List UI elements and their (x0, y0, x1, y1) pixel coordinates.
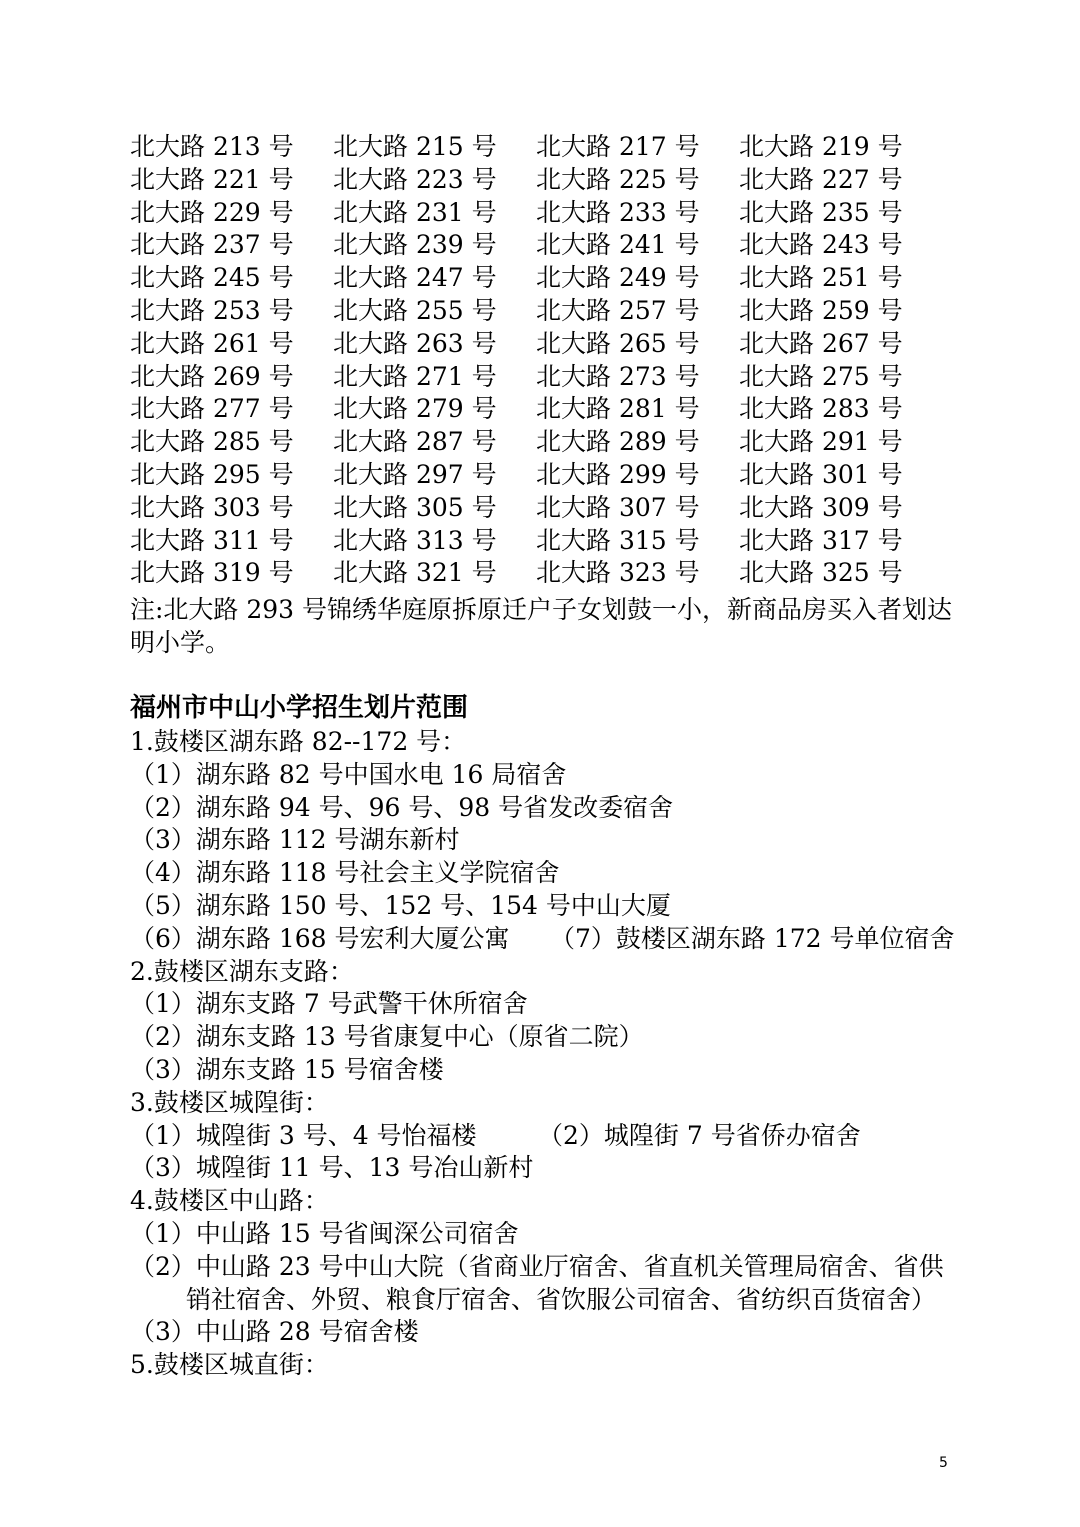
address-cell: 北大路 299 号 (536, 459, 700, 489)
address-cell: 北大路 273 号 (536, 361, 700, 391)
address-cell: 北大路 307 号 (536, 492, 700, 522)
address-cell: 北大路 321 号 (333, 558, 497, 588)
address-cell: 北大路 255 号 (333, 295, 497, 325)
note-line: 明小学。 (130, 627, 231, 657)
address-cell: 北大路 279 号 (333, 394, 497, 424)
list-item: （1）湖东支路 7 号武警干休所宿舍 (130, 989, 528, 1019)
address-cell: 北大路 283 号 (739, 394, 903, 424)
address-cell: 北大路 259 号 (739, 295, 903, 325)
list-item: （1）城隍街 3 号、4 号怡福楼 (130, 1120, 477, 1150)
group-heading: 1.鼓楼区湖东路 82--172 号： (130, 727, 467, 756)
address-cell: 北大路 297 号 (333, 459, 497, 489)
address-cell: 北大路 295 号 (130, 459, 294, 489)
address-cell: 北大路 219 号 (739, 132, 903, 161)
address-cell: 北大路 249 号 (536, 263, 700, 293)
note (130, 594, 960, 660)
address-cell: 北大路 281 号 (536, 394, 700, 424)
address-cell: 北大路 237 号 (130, 230, 294, 260)
list-item: （3）湖东路 112 号湖东新村 (130, 825, 460, 855)
list-item: （4）湖东路 118 号社会主义学院宿舍 (130, 858, 560, 888)
address-cell: 北大路 309 号 (739, 492, 903, 522)
group-heading: 3.鼓楼区城隍街： (130, 1087, 329, 1117)
group-heading: 4.鼓楼区中山路： (130, 1186, 329, 1216)
address-cell: 北大路 221 号 (130, 164, 294, 194)
address-cell: 北大路 305 号 (333, 492, 497, 522)
address-cell: 北大路 301 号 (739, 459, 903, 489)
address-cell: 北大路 289 号 (536, 427, 700, 457)
address-cell: 北大路 303 号 (130, 492, 294, 522)
address-cell: 北大路 253 号 (130, 295, 294, 325)
list-item: （2）湖东支路 13 号省康复中心（原省二院） (130, 1022, 644, 1052)
list-item: （1）湖东路 82 号中国水电 16 局宿舍 (130, 759, 567, 789)
address-cell: 北大路 263 号 (333, 328, 497, 358)
group-heading: 5.鼓楼区城直街： (130, 1350, 329, 1380)
address-cell: 北大路 241 号 (536, 230, 700, 260)
list-item: （1）中山路 15 号省闽深公司宿舍 (130, 1218, 519, 1248)
group-heading: 2.鼓楼区湖东支路： (130, 956, 354, 986)
address-cell: 北大路 225 号 (536, 164, 700, 194)
list-item: （6）湖东路 168 号宏利大厦公寓 (130, 923, 510, 953)
list-item: （3）湖东支路 15 号宿舍楼 (130, 1054, 444, 1084)
address-cell: 北大路 277 号 (130, 394, 294, 424)
address-cell: 北大路 325 号 (739, 558, 903, 588)
address-cell: 北大路 213 号 (130, 132, 294, 161)
address-cell: 北大路 275 号 (739, 361, 903, 391)
address-cell: 北大路 315 号 (536, 525, 700, 555)
address-cell: 北大路 287 号 (333, 427, 497, 457)
address-cell: 北大路 323 号 (536, 558, 700, 588)
list-item: （2）中山路 23 号中山大院（省商业厅宿舍、省直机关管理局宿舍、省供 (130, 1251, 944, 1281)
list-item: （3）城隍街 11 号、13 号冶山新村 (130, 1153, 534, 1183)
list-item: （2）城隍街 7 号省侨办宿舍 (538, 1120, 861, 1150)
enrollment-section (130, 690, 960, 1382)
address-cell: 北大路 233 号 (536, 197, 700, 227)
page-number: 5 (939, 1455, 948, 1471)
list-item-continuation: 销社宿舍、外贸、粮食厅宿舍、省饮服公司宿舍、省纺织百货宿舍） (186, 1284, 937, 1314)
address-cell: 北大路 245 号 (130, 263, 294, 293)
address-cell: 北大路 215 号 (333, 132, 497, 161)
address-cell: 北大路 217 号 (536, 132, 700, 161)
address-cell: 北大路 311 号 (130, 525, 294, 555)
address-cell: 北大路 317 号 (739, 525, 903, 555)
address-cell: 北大路 285 号 (130, 427, 294, 457)
address-cell: 北大路 239 号 (333, 230, 497, 260)
address-cell: 北大路 247 号 (333, 263, 497, 293)
list-item-pair (130, 923, 960, 956)
address-cell: 北大路 319 号 (130, 558, 294, 588)
address-cell: 北大路 269 号 (130, 361, 294, 391)
address-cell: 北大路 223 号 (333, 164, 497, 194)
list-item: （2）湖东路 94 号、96 号、98 号省发改委宿舍 (130, 792, 674, 822)
address-cell: 北大路 271 号 (333, 361, 497, 391)
list-item-pair (130, 1120, 960, 1153)
address-cell: 北大路 227 号 (739, 164, 903, 194)
address-cell: 北大路 235 号 (739, 197, 903, 227)
address-cell: 北大路 265 号 (536, 328, 700, 358)
list-item: （7）鼓楼区湖东路 172 号单位宿舍 (550, 923, 955, 953)
list-item: （5）湖东路 150 号、152 号、154 号中山大厦 (130, 890, 671, 920)
address-cell: 北大路 229 号 (130, 197, 294, 227)
address-cell: 北大路 291 号 (739, 427, 903, 457)
address-cell: 北大路 231 号 (333, 197, 497, 227)
address-cell: 北大路 257 号 (536, 295, 700, 325)
address-cell: 北大路 261 号 (130, 328, 294, 358)
list-item: （3）中山路 28 号宿舍楼 (130, 1317, 419, 1347)
section-title: 福州市中山小学招生划片范围 (130, 693, 469, 723)
address-cell: 北大路 267 号 (739, 328, 903, 358)
address-cell: 北大路 243 号 (739, 230, 903, 260)
note-line: 注:北大路 293 号锦绣华庭原拆原迁户子女划鼓一小，新商品房买入者划达 (130, 595, 953, 624)
address-cell: 北大路 251 号 (739, 263, 903, 293)
address-cell: 北大路 313 号 (333, 525, 497, 555)
